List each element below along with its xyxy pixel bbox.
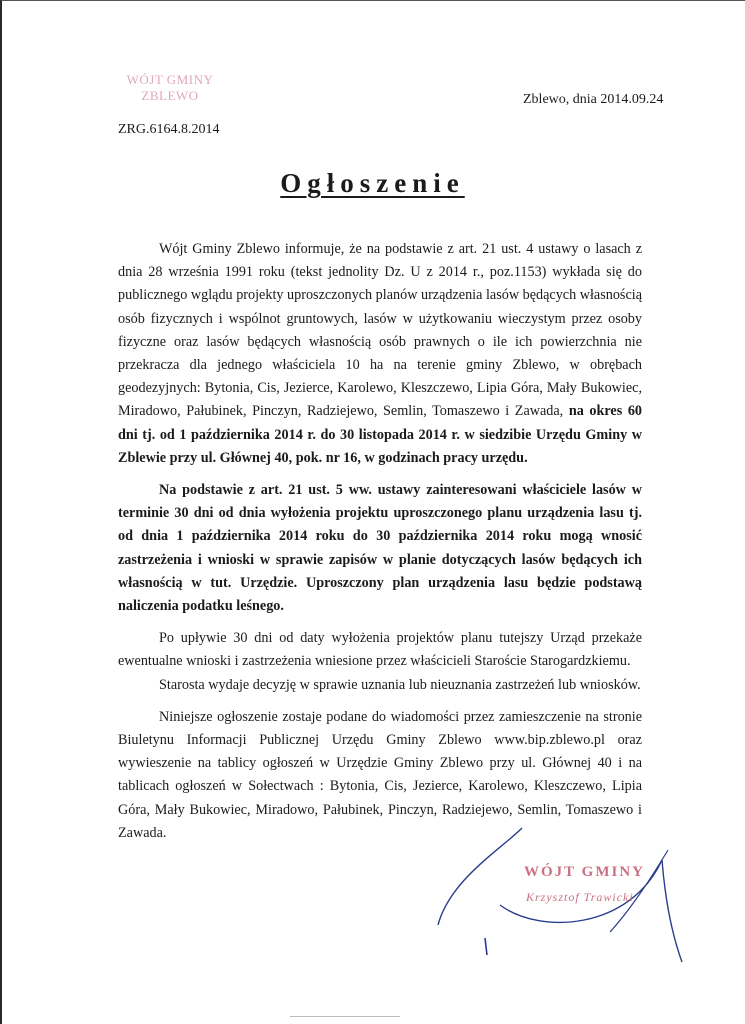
document-title: Ogłoszenie <box>280 168 465 198</box>
paragraph-1 <box>118 238 642 470</box>
paragraph-4: Starosta wydaje decyzję w sprawie uznania lub nieuznania zastrzeżeń lub wniosków. <box>159 676 641 693</box>
signature-stamp-name: Krzysztof Trawicki <box>526 890 634 904</box>
paragraph-1-text: Wójt Gminy Zblewo informuje, że na podstawie z art. 21 ust. 4 ustawy o lasach z dnia 28 września 1991 roku (tekst jednolity Dz. U z 2014 r., poz.1153) wykłada się do publicznego wglądu projekty uproszczonych planów urządzenia lasów będących własnością osób fizycznych i wspólnot gruntowych, lasów w użytkowaniu wieczystym przez osoby fizyczne oraz lasów będących własnością osób prawnych o ile ich powierzchnia nie przekracza dla jednego właściciela 10 ha na terenie gminy Zblewo, w obrębach geodezyjnych: Bytonia, Cis, Jezierce, Karolewo, Kleszczewo, Lipia Góra, Mały Bukowiec, Miradowo, Pałubinek, Pinczyn, Radziejewo, Semlin, Tomaszewo i Zawada, <box>118 241 642 420</box>
paragraph-2-bold: Na podstawie z art. 21 ust. 5 ww. ustawy zainteresowani właściciele lasów w terminie 30 dni od dnia wyłożenia projektu uproszczonego planu urządzenia lasu tj. od dnia 1 października 2014 roku do 30 października 2014 roku mogą wnosić zastrzeżenia i wnioski w sprawie zapisów w planie dotyczących lasów będących ich własnością w tut. Urzędzie. Uproszczony plan urządzenia lasu będzie podstawą naliczenia podatku leśnego. <box>118 482 642 615</box>
document-title-wrap <box>0 168 745 199</box>
paragraph-2 <box>118 479 642 618</box>
signature-block <box>430 820 700 970</box>
header-stamp-line2: ZBLEWO <box>141 88 199 103</box>
paragraph-1-bold: na okres 60 dni tj. od 1 października 2014 r. do 30 listopada 2014 r. w siedzibie Urzędu Gminy w Zblewie przy ul. Głównej 40, pok. nr 16, w godzinach pracy urzędu. <box>118 403 643 466</box>
signature-stamp-title: WÓJT GMINY <box>524 864 645 880</box>
place-date: Zblewo, dnia 2014.09.24 <box>523 92 664 107</box>
document-body <box>118 238 642 845</box>
reference-number: ZRG.6164.8.2014 <box>118 122 220 137</box>
paragraph-5: Niniejsze ogłoszenie zostaje podane do wiadomości przez zamieszczenie na stronie Biuletynu Informacji Publicznej Urzędu Gminy Zblewo www.bip.zblewo.pl oraz wywieszenie na tablicy ogłoszeń w Urzędzie Gminy Zblewo przy ul. Głównej 40 i na tablicach ogłoszeń w Sołectwach : Bytonia, Cis, Jezierce, Karolewo, Kleszczewo, Lipia Góra, Mały Bukowiec, Miradowo, Pałubinek, Pinczyn, Radziejewo, Semlin, Tomaszewo i Zawada. <box>118 708 642 841</box>
header-stamp-line1: WÓJT GMINY <box>126 72 214 87</box>
header-stamp <box>110 72 230 104</box>
footer-line <box>290 1016 400 1017</box>
paragraph-3: Po upływie 30 dni od daty wyłożenia projektów planu tutejszy Urząd przekaże ewentualne wnioski i zastrzeżenia wniesione przez właścicieli Staroście Starogardzkiemu. <box>118 630 642 670</box>
